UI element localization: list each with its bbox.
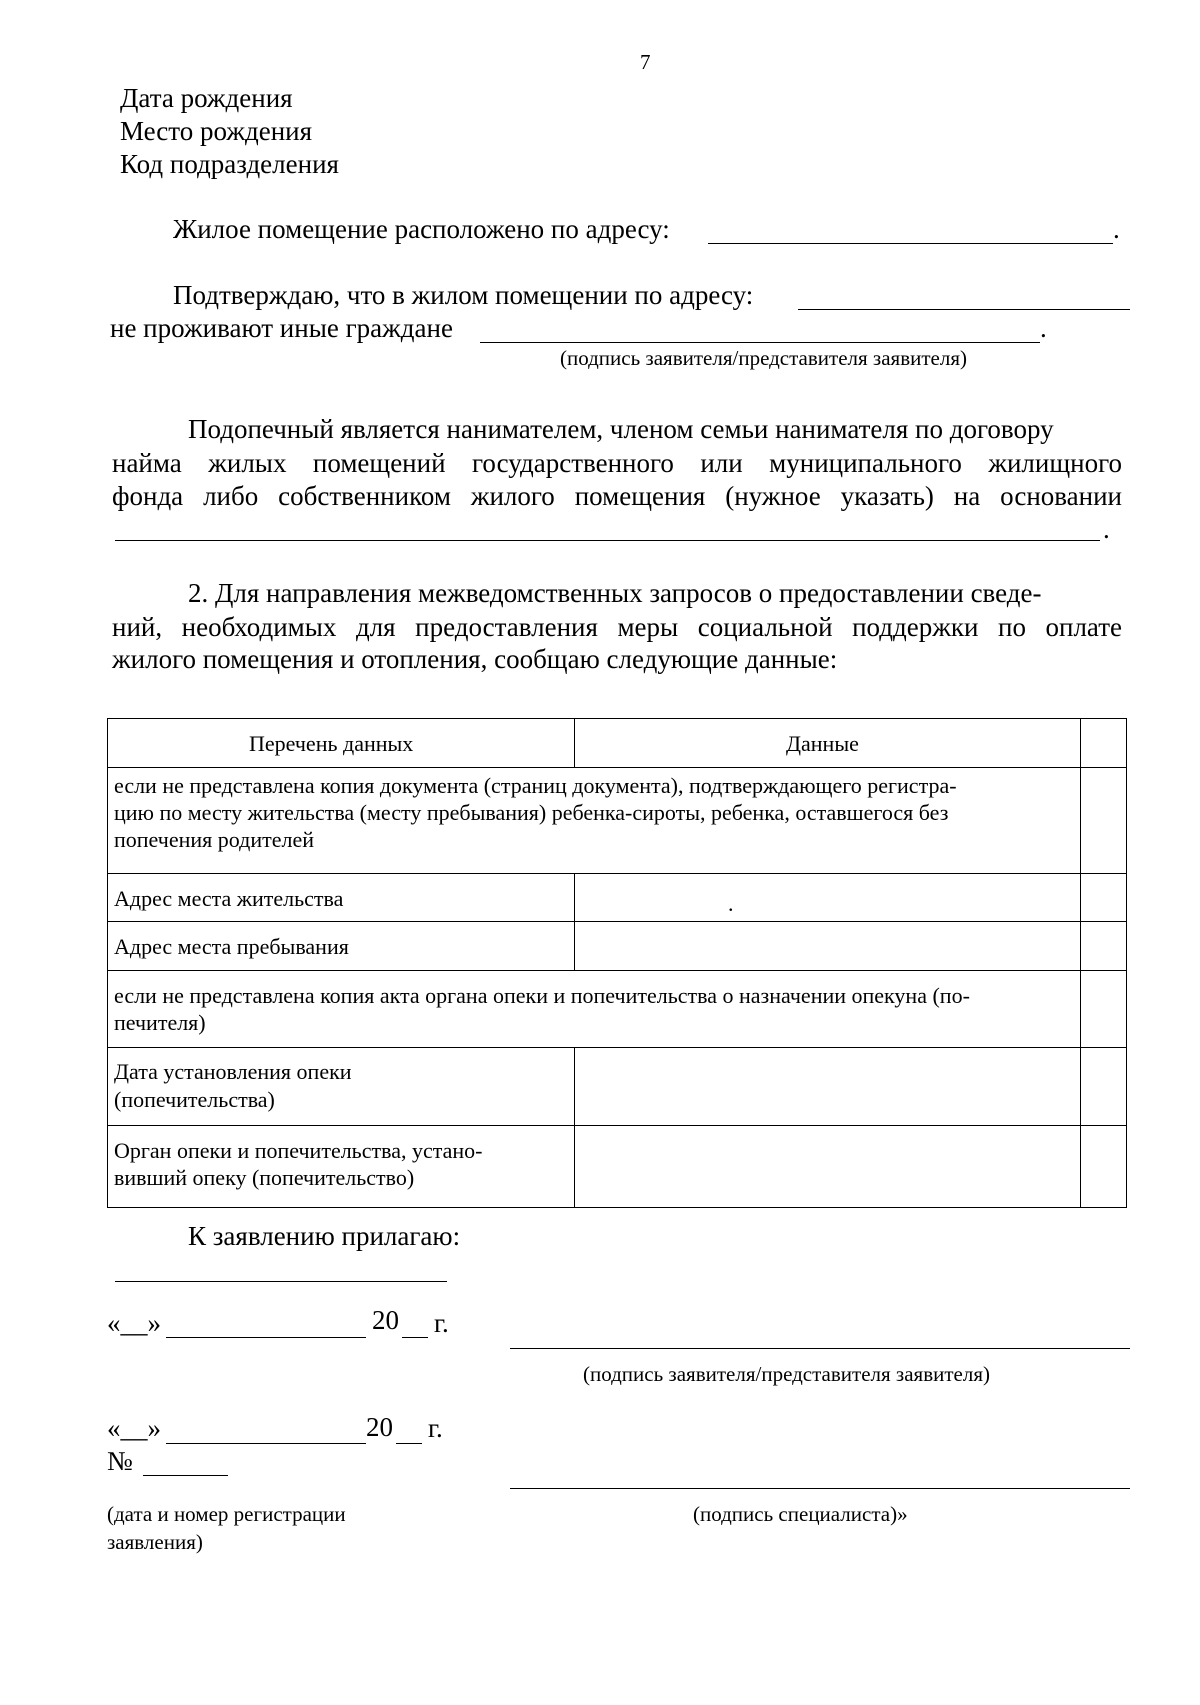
field-department-code: Код подразделения — [120, 149, 339, 179]
registration-number-blank[interactable] — [143, 1475, 228, 1476]
date2-month-blank[interactable] — [166, 1443, 366, 1444]
table-col-divider — [574, 1047, 575, 1207]
table-header-list: Перечень данных — [249, 731, 414, 756]
row-stay-label: Адрес места пребывания — [114, 934, 349, 959]
table-col-divider — [574, 719, 575, 767]
row-residence-label: Адрес места жительства — [114, 886, 344, 911]
table-rule — [108, 970, 1126, 971]
registration-caption-line1: (дата и номер регистрации — [107, 1502, 346, 1526]
ward-paragraph-line2: найма жилых помещений государственного или муниципального жилищного — [112, 448, 1122, 478]
applicant-signature-blank-2[interactable] — [510, 1348, 1130, 1349]
table-rule — [108, 921, 1126, 922]
period: . — [1103, 514, 1110, 544]
date1-year-blank[interactable] — [402, 1337, 428, 1338]
date1-month-blank[interactable] — [166, 1337, 366, 1338]
attach-label: К заявлению прилагаю: — [188, 1221, 461, 1251]
registration-number-sign: № — [107, 1446, 133, 1476]
section2-line3: жилого помещения и отопления, сообщаю следующие данные: — [112, 644, 838, 674]
table-rule — [108, 873, 1126, 874]
note1-line1: если не представлена копия документа (страниц документа), подтверждающего регистра- — [114, 773, 957, 798]
residence-address-label: Жилое помещение расположено по адресу: — [173, 214, 670, 244]
period: . — [1113, 214, 1120, 244]
confirm-address-blank[interactable] — [798, 309, 1130, 310]
applicant-signature-blank-1[interactable] — [480, 342, 1040, 343]
table-col-divider — [1080, 719, 1081, 1207]
table-rule — [108, 1047, 1126, 1048]
row-guardianship-body-line1: Орган опеки и попечительства, устано- — [114, 1138, 483, 1163]
table-rule — [108, 1125, 1126, 1126]
row-guardianship-body-line2: вивший опеку (попечительство) — [114, 1165, 415, 1190]
row-guardianship-date-line2: (попечительства) — [114, 1087, 275, 1112]
no-other-residents-label: не проживают иные граждане — [110, 313, 453, 343]
field-birth-date: Дата рождения — [120, 83, 293, 113]
date1-year-prefix: 20 — [372, 1305, 399, 1335]
note1-line2: цию по месту жительства (месту пребывания) ребенка-сироты, ребенка, оставшегося без — [114, 800, 949, 825]
note1-line3: попечения родителей — [114, 827, 314, 852]
section2-line1: 2. Для направления межведомственных запросов о предоставлении сведе- — [188, 578, 1042, 608]
page-number: 7 — [640, 50, 651, 74]
residence-address-blank[interactable] — [708, 243, 1113, 244]
date1-open: «__» — [107, 1308, 161, 1338]
applicant-signature-caption-2: (подпись заявителя/представителя заявителя) — [583, 1362, 990, 1386]
date2-open: «__» — [107, 1413, 161, 1443]
registration-caption-line2: заявления) — [107, 1530, 203, 1554]
note2-line1: если не представлена копия акта органа опеки и попечительства о назначении опекуна (по- — [114, 983, 970, 1008]
field-birth-place: Место рождения — [120, 116, 313, 146]
table-col-divider — [574, 873, 575, 970]
date2-year-blank[interactable] — [396, 1443, 422, 1444]
attachment-blank[interactable] — [115, 1281, 447, 1282]
date2-suffix: г. — [428, 1413, 443, 1443]
section2-line2: ний, необходимых для предоставления меры социальной поддержки по оплате — [112, 612, 1122, 642]
table-rule — [108, 767, 1126, 768]
row-residence-value[interactable]: . — [728, 891, 734, 916]
date1-suffix: г. — [434, 1308, 449, 1338]
row-guardianship-date-line1: Дата установления опеки — [114, 1059, 352, 1084]
basis-blank[interactable] — [115, 540, 1100, 541]
table-header-data: Данные — [786, 731, 859, 756]
note2-line2: печителя) — [114, 1010, 206, 1035]
data-table — [107, 718, 1127, 1208]
specialist-signature-blank[interactable] — [510, 1488, 1130, 1489]
specialist-signature-caption: (подпись специалиста)» — [693, 1502, 908, 1526]
ward-paragraph-line3: фонда либо собственником жилого помещения (нужное указать) на основании — [112, 481, 1122, 511]
date2-year-prefix: 20 — [366, 1412, 393, 1442]
applicant-signature-caption-1: (подпись заявителя/представителя заявителя) — [560, 346, 967, 370]
confirm-address-label: Подтверждаю, что в жилом помещении по адресу: — [173, 280, 754, 310]
period: . — [1040, 313, 1047, 343]
ward-paragraph-line1: Подопечный является нанимателем, членом семьи нанимателя по договору — [188, 414, 1054, 444]
